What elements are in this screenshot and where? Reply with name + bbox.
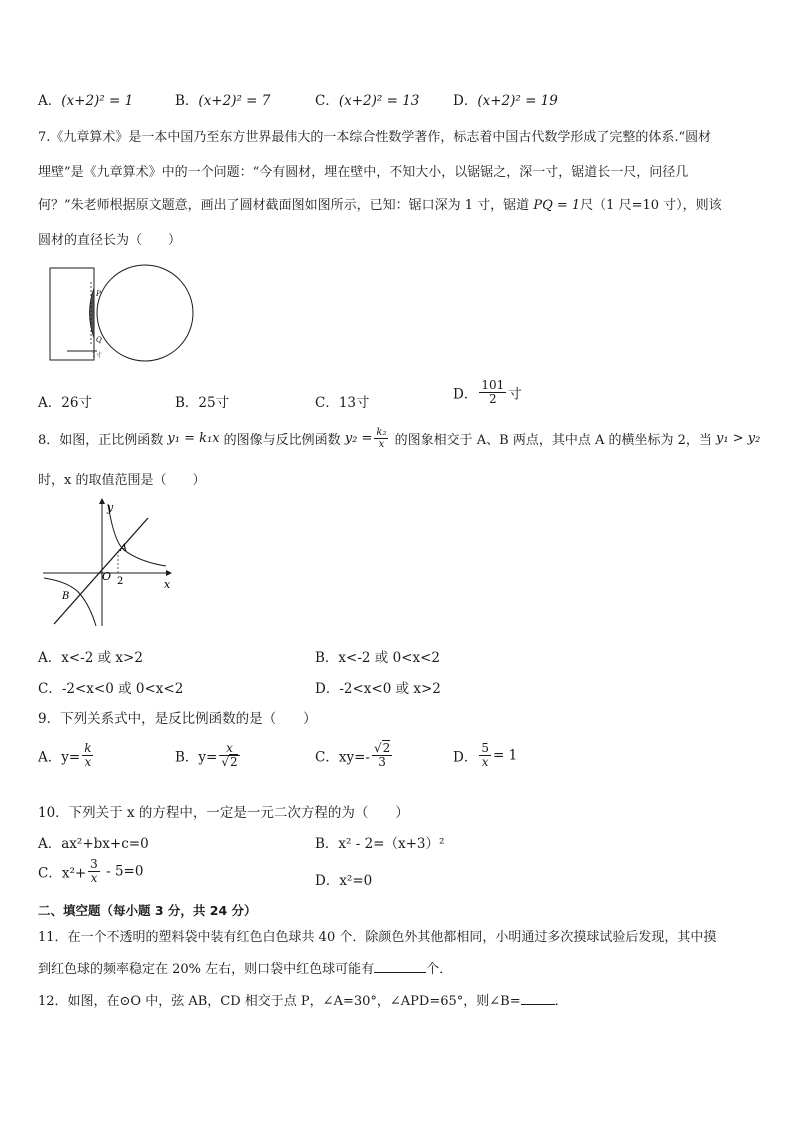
label-p: P bbox=[96, 290, 101, 298]
q8-text-b: 的图像与反比例函数 bbox=[219, 433, 345, 448]
q10-option-d: D．x²=0 bbox=[315, 873, 373, 889]
q6-option-b bbox=[175, 89, 270, 109]
q10-option-c bbox=[38, 858, 143, 885]
label-b: B bbox=[62, 591, 70, 602]
option-label: B．y= bbox=[175, 749, 218, 766]
option-label: D． bbox=[453, 93, 478, 109]
frac-num: 101 bbox=[481, 378, 505, 392]
frac-den: 2 bbox=[230, 755, 238, 770]
q8-option-d: D．-2<x<0 或 x>2 bbox=[315, 681, 441, 697]
q8-text-a: 8．如图，正比例函数 bbox=[38, 433, 168, 448]
hyperbola-branch-1 bbox=[108, 504, 166, 566]
option-label: D． bbox=[453, 386, 478, 403]
proportional-line bbox=[54, 518, 148, 624]
q7-option-b bbox=[175, 391, 229, 411]
q7-figure bbox=[45, 262, 200, 364]
option-text: 26寸 bbox=[61, 395, 92, 411]
q7-line-3 bbox=[38, 194, 722, 213]
log-circle bbox=[97, 265, 193, 361]
label-two: 2 bbox=[117, 576, 124, 587]
option-label: A． bbox=[38, 93, 62, 109]
q8-text-c: 的图象相交于 A、B 两点，其中点 A 的横坐标为 2，当 bbox=[390, 433, 717, 448]
frac-den: x bbox=[481, 755, 489, 770]
label-q: Q bbox=[96, 336, 102, 344]
q12-text: 12．如图，在⊙O 中，弦 AB，CD 相交于点 P，∠A=30°，∠APD=65°，则∠B= bbox=[38, 994, 521, 1009]
q11-text-tail: 个． bbox=[426, 962, 453, 977]
q11-line-1: 11．在一个不透明的塑料袋中装有红色白色球共 40 个．除颜色外其他都相同，小明通过多次摸球试验后发现，其中摸 bbox=[38, 930, 717, 945]
option-label: C．xy=- bbox=[315, 749, 370, 766]
frac-num: 3 bbox=[90, 857, 98, 871]
option-text: 13寸 bbox=[338, 395, 370, 411]
option-label: A． bbox=[38, 395, 62, 411]
option-label: B． bbox=[175, 93, 199, 109]
option-label: D． bbox=[453, 749, 478, 766]
frac-num: 5 bbox=[481, 741, 489, 755]
frac-num: 2 bbox=[382, 741, 391, 755]
section-title: 二、填空题（每小题 3 分，共 24 分） bbox=[38, 903, 257, 918]
option-rhs: = 1 bbox=[492, 747, 518, 764]
q9-option-b: B．y= $\frac{x}{√2}$ bbox=[175, 741, 238, 770]
q9-option-c: C．xy=- $\frac{√2}{3}$ bbox=[315, 741, 391, 770]
frac-den: 2 bbox=[488, 392, 497, 407]
frac-num: k₂ bbox=[376, 427, 387, 438]
label-one-inch: 1寸 bbox=[92, 352, 102, 359]
option-label: C． bbox=[315, 395, 339, 411]
q8-line-1 bbox=[38, 427, 760, 450]
answer-blank[interactable] bbox=[521, 1004, 555, 1005]
label-x: x bbox=[164, 578, 171, 591]
frac-num: x bbox=[219, 742, 239, 756]
option-label: B． bbox=[175, 395, 199, 411]
q8-expr-3: y₁ > y₂ bbox=[716, 431, 761, 446]
q7-line-2: 埋壁”是《九章算术》中的一个问题：“今有圆材，埋在壁中，不知大小，以锯锯之，深一寸，锯道长一尺，问径几 bbox=[38, 165, 689, 180]
frac-den: 3 bbox=[378, 755, 386, 770]
q7-option-c bbox=[315, 391, 370, 411]
q10-option-b: B．x² - 2=（x+3）² bbox=[315, 836, 445, 852]
q7-line-3-text: 何？”朱老师根据原文题意，画出了圆材截面图如图所示，已知：锯口深为 1 寸，锯道 bbox=[38, 198, 534, 213]
option-text: 25寸 bbox=[198, 395, 230, 411]
label-origin: O bbox=[102, 570, 112, 583]
q12-text-tail: ． bbox=[554, 994, 568, 1009]
q10-stem: 10．下列关于 x 的方程中，一定是一元二次方程的为（ ） bbox=[38, 805, 409, 821]
label-y: y bbox=[107, 501, 114, 514]
option-expr: (x+2)² = 13 bbox=[338, 93, 420, 109]
option-expr: (x+2)² = 7 bbox=[198, 93, 271, 109]
option-expr: (x+2)² = 1 bbox=[61, 93, 134, 109]
option-label: A．y= bbox=[38, 749, 81, 766]
q9-option-a bbox=[38, 742, 95, 769]
option-expr: (x+2)² = 19 bbox=[477, 93, 558, 109]
answer-blank[interactable] bbox=[374, 972, 426, 973]
q7-line-3-tail: 尺（1 尺=10 寸），则该 bbox=[580, 198, 722, 213]
q11-line-2 bbox=[38, 958, 452, 977]
q7-pq-expr: PQ = 1 bbox=[533, 198, 581, 213]
q7-option-d bbox=[453, 379, 522, 406]
frac-den: x bbox=[84, 755, 92, 770]
frac-den: x bbox=[378, 439, 385, 450]
q8-option-b: B．x<-2 或 0<x<2 bbox=[315, 650, 440, 666]
q8-expr-2-lhs: y₂ = bbox=[344, 431, 373, 446]
q8-expr-1: y₁ = k₁x bbox=[167, 431, 220, 446]
label-a: A bbox=[120, 543, 128, 554]
q8-line-2: 时，x 的取值范围是（ ） bbox=[38, 473, 206, 488]
frac-num: k bbox=[84, 741, 92, 755]
q7-line-4: 圆材的直径长为（ ） bbox=[38, 233, 182, 248]
q9-stem: 9．下列关系式中，是反比例函数的是（ ） bbox=[38, 711, 317, 727]
q12-line bbox=[38, 990, 568, 1009]
wall-rect bbox=[50, 268, 94, 360]
q8-option-a: A．x<-2 或 x>2 bbox=[38, 650, 143, 666]
q8-option-c: C．-2<x<0 或 0<x<2 bbox=[38, 681, 184, 697]
q6-option-d bbox=[453, 89, 558, 109]
option-text: C．x²+ bbox=[38, 865, 87, 882]
q7-option-a bbox=[38, 391, 92, 411]
q9-option-d bbox=[453, 742, 517, 769]
q7-line-1: 7.《九章算术》是一本中国乃至东方世界最伟大的一本综合性数学著作，标志着中国古代数学形成了完整的体系.“圆材 bbox=[38, 130, 712, 145]
y-axis-arrow bbox=[99, 498, 105, 504]
q10-option-a: A．ax²+bx+c=0 bbox=[38, 836, 149, 852]
cut-segment bbox=[90, 288, 95, 338]
q6-option-a bbox=[38, 89, 133, 109]
option-label: C． bbox=[315, 93, 339, 109]
q6-option-c bbox=[315, 89, 419, 109]
x-axis-arrow bbox=[166, 570, 172, 576]
option-unit: 寸 bbox=[508, 386, 522, 403]
q8-graph bbox=[40, 498, 180, 630]
frac-den: x bbox=[90, 871, 98, 886]
option-text-tail: - 5=0 bbox=[101, 863, 144, 880]
q11-text: 到红色球的频率稳定在 20% 左右，则口袋中红色球可能有 bbox=[38, 962, 375, 977]
